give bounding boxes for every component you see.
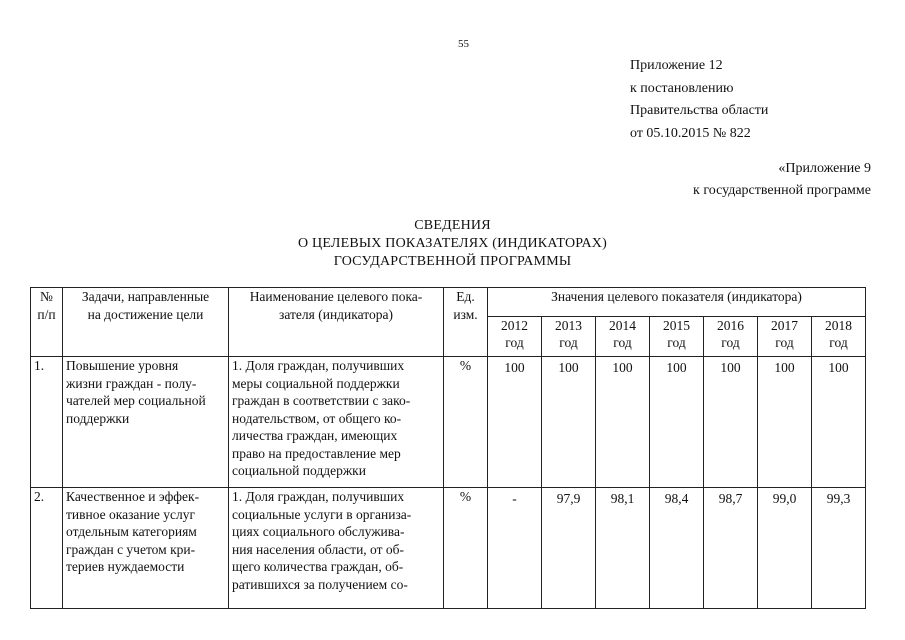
header-year: 2014 год [596, 317, 650, 357]
title-line: О ЦЕЛЕВЫХ ПОКАЗАТЕЛЯХ (ИНДИКАТОРАХ) [298, 236, 607, 251]
header-num: № п/п [31, 288, 63, 357]
header-task: Задачи, направленные на достижение цели [63, 288, 229, 357]
cell-unit: % [444, 488, 488, 609]
cell-unit: % [444, 357, 488, 488]
cell-value: 98,1 [596, 488, 650, 609]
appendix-12-line: Правительства области [630, 103, 769, 118]
cell-num: 2. [31, 488, 63, 609]
appendix-12-block [630, 55, 768, 145]
header-unit: Ед. изм. [444, 288, 488, 357]
header-year: 2016 год [704, 317, 758, 357]
header-year: 2013 год [542, 317, 596, 357]
appendix-12-line: к постановлению [630, 80, 734, 96]
cell-value: 100 [542, 357, 596, 488]
table-row [31, 488, 866, 609]
cell-task: Качественное и эффек- тивное оказание услуг отдельным категориям граждан с учетом кри- териев нуждаемости [63, 488, 229, 609]
cell-value: 100 [704, 357, 758, 488]
cell-num: 1. [31, 357, 63, 488]
cell-value: 100 [650, 357, 704, 488]
cell-value: - [488, 488, 542, 609]
cell-value: 100 [596, 357, 650, 488]
header-year: 2018 год [812, 317, 866, 357]
header-values-group: Значения целевого показателя (индикатора) [488, 288, 866, 317]
title-line: ГОСУДАРСТВЕННОЙ ПРОГРАММЫ [333, 254, 572, 269]
cell-value: 100 [812, 357, 866, 488]
cell-value: 99,0 [758, 488, 812, 609]
cell-value: 97,9 [542, 488, 596, 609]
appendix-9-line: к государственной программе [693, 183, 871, 198]
appendix-9-block [693, 158, 871, 202]
cell-value: 98,4 [650, 488, 704, 609]
header-year: 2012 год [488, 317, 542, 357]
header-year: 2017 год [758, 317, 812, 357]
cell-value: 100 [488, 357, 542, 488]
cell-task: Повышение уровня жизни граждан - полу- чателей мер социальной поддержки [63, 357, 229, 488]
appendix-9-line: «Приложение 9 [778, 161, 871, 176]
document-title [0, 217, 905, 271]
cell-indicator: 1. Доля граждан, получивших социальные услуги в организа- циях социального обслужива- ния населения области, от об- щего количества граждан, об- ратившихся за получением со- [229, 488, 444, 609]
page-number: 55 [458, 38, 469, 50]
header-year: 2015 год [650, 317, 704, 357]
cell-value: 99,3 [812, 488, 866, 609]
cell-indicator: 1. Доля граждан, получивших меры социальной поддержки граждан в соответствии с зако- нодательством, от общего ко- личества граждан, имеющих право на предоставление мер социальной поддержки [229, 357, 444, 488]
appendix-12-line: от 05.10.2015 № 822 [630, 125, 751, 141]
cell-value: 98,7 [704, 488, 758, 609]
appendix-12-line: Приложение 12 [630, 58, 723, 73]
indicators-table [30, 287, 866, 609]
cell-value: 100 [758, 357, 812, 488]
header-indicator: Наименование целевого пока- зателя (индикатора) [229, 288, 444, 357]
title-line: СВЕДЕНИЯ [414, 218, 491, 233]
table-row [31, 357, 866, 488]
